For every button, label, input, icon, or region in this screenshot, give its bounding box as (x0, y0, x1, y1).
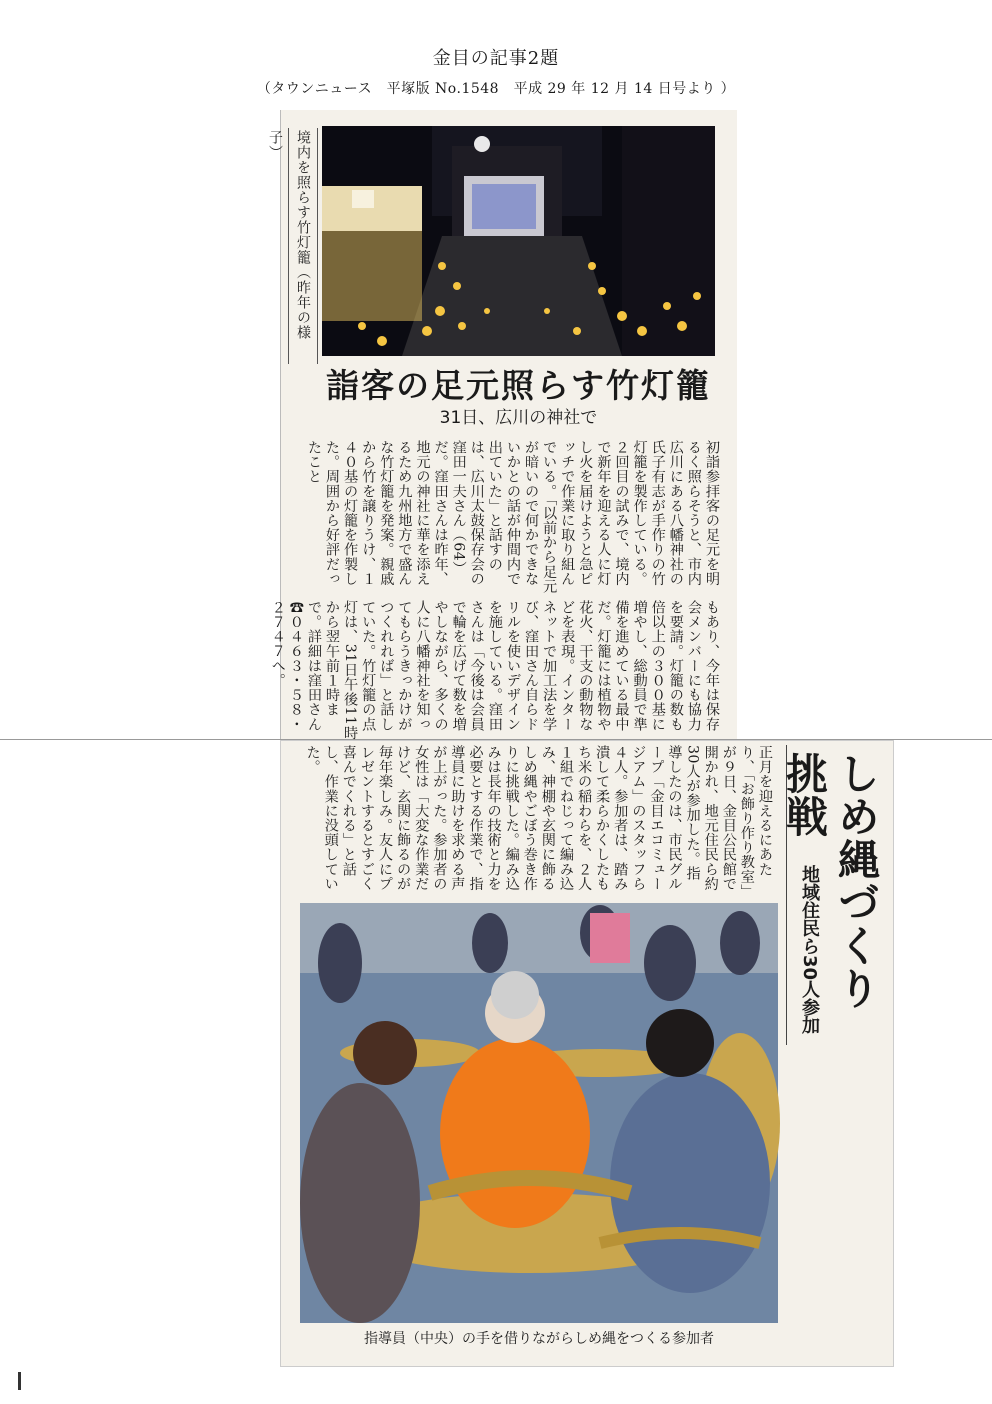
shrine-night-illustration (322, 126, 715, 356)
shimenawa-photo (300, 903, 778, 1323)
source-line: （タウンニュース 平塚版 No.1548 平成 29 年 12 月 14 日号より ） (256, 81, 736, 97)
lantern-body-lower: もあり、今年は保存会メンバーにも協力を要請。灯籠の数も倍以上の３００基に増やし、総動員で準備を進めている最中だ。灯籠には植物や花火、干支の動物などを表現。インターネットで加工法を学び、窪田さん自らドリルを使いデザインを施している。窪田さんは「今後は会員で輪を広げて数を増やしながら、多くの人に八幡神社を知ってもらうきっかけがつくれれば」と話していた。竹灯籠の点灯は、31日午後11時から翌午前１時まで。詳細は窪田さん☎０４６３・５８・２７４７へ。 (269, 600, 720, 740)
lantern-photo-caption: 境内を照らす竹灯籠（昨年の様子） (288, 128, 318, 364)
shimenawa-subheadline: 地域住民ら30人参加 (799, 865, 820, 1035)
page-title: 金目の記事2題 (432, 48, 560, 69)
margin-mark (18, 1372, 21, 1390)
workshop-illustration (300, 903, 778, 1323)
lantern-subheadline: 31日、広川の神社で (439, 408, 598, 428)
shimenawa-headline: しめ縄づくり挑戦 (780, 752, 881, 1010)
shimenawa-photo-caption: 指導員（中央）の手を借りながらしめ縄をつくる参加者 (364, 1331, 714, 1347)
lantern-photo (322, 126, 715, 356)
shimenawa-body: 正月を迎えるにあたり、「お飾り作り教室」が９日、金目公民館で開かれ、地元住民ら約30人が参加した。指導したのは、市民グループ「金目エコミュージアム」のスタッフら４人。参加者は、踏み潰して柔らかくしたもち米の稲わらを、２人１組でねじって編み込み、神棚や玄関に飾るしめ縄やごぼう巻き作りに挑戦した。編み込みは長年の技術と力を必要とする作業で、指導員に助けを求める声が上がった。参加者の女性は「大変な作業だけど、玄関に飾るのが毎年楽しみ。友人にプレゼントするとすごく喜んでくれる」と話し、作業に没頭していた。 (304, 745, 773, 892)
lantern-body-upper: 初詣参拝客の足元を明るく照らそうと、市内広川にある八幡神社の氏子有志が手作りの竹灯籠を製作している。２回目の試みで、境内で新年を迎える人に灯し火を届けようと急ピッチで作業に取り組んでいる。「以前から足元が暗いので何かできないかとの話が仲間内で出ていた」と話すのは、広川太鼓保存会の窪田一夫さん（64）だ。窪田さんは昨年、地元の神社に華を添えるため九州地方で盛んな竹灯籠を発案。親戚から竹を譲りうけ、１４０基の灯籠を作製した。周囲から好評だったこと (305, 440, 720, 594)
lantern-headline: 詣客の足元照らす竹灯籠 (326, 366, 711, 405)
